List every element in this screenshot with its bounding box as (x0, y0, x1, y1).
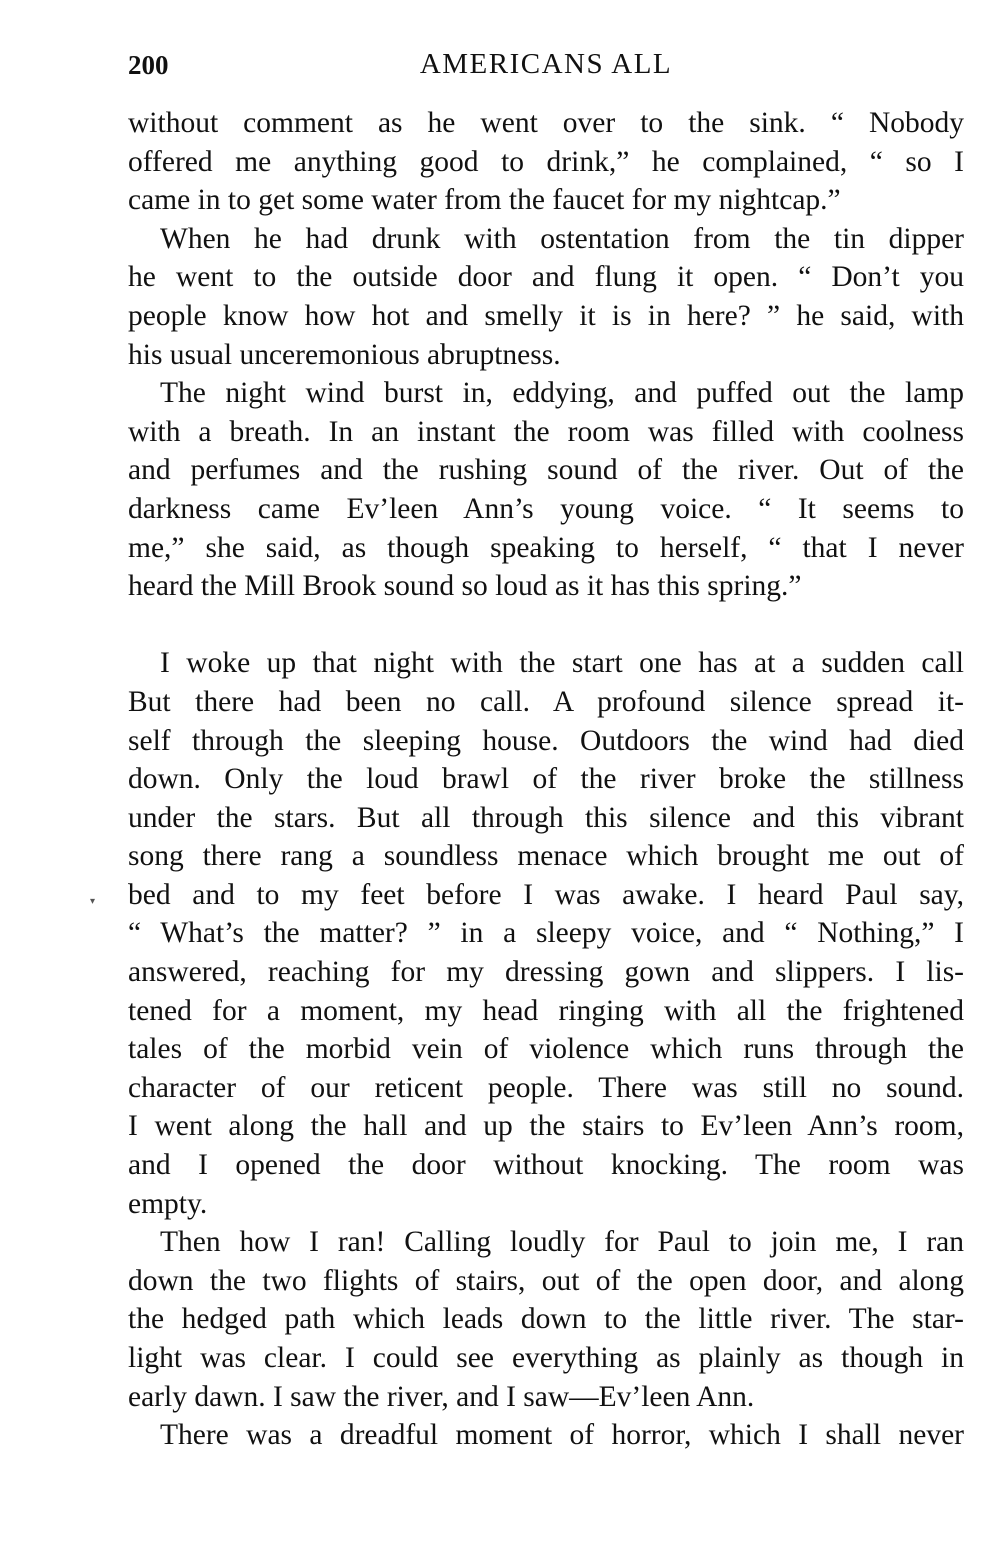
running-title: AMERICANS ALL (419, 48, 673, 80)
text-line: song there rang a soundless menace which brought me out of (128, 840, 964, 873)
paragraph (128, 104, 964, 220)
text-line: tales of the morbid vein of violence which runs through the (128, 1033, 964, 1066)
text-line: offered me anything good to drink,” he complained, “ so I (128, 145, 964, 178)
text-line: light was clear. I could see everything as plainly as though in (128, 1342, 964, 1374)
text-line: answered, reaching for my dressing gown and slippers. I lis- (128, 956, 964, 989)
text-line: with a breath. In an instant the room was filled with coolness (128, 415, 964, 448)
running-head (128, 44, 964, 88)
text-line: self through the sleeping house. Outdoors the wind had died (128, 724, 964, 757)
paragraph (128, 1416, 964, 1455)
text-line: and perfumes and the rushing sound of the river. Out of the (128, 454, 964, 487)
text-line: There was a dreadful moment of horror, which I shall never (160, 1419, 964, 1452)
text-line: Then how I ran! Calling loudly for Paul to join me, I ran (160, 1226, 964, 1259)
text-line: I went along the hall and up the stairs to Ev’leen Ann’s room, (128, 1110, 964, 1143)
text-line: darkness came Ev’leen Ann’s young voice. “ It seems to (128, 492, 964, 525)
text-line: character of our reticent people. There was still no sound. (128, 1071, 964, 1104)
section-break (128, 606, 964, 645)
text-line: I woke up that night with the start one has at a sudden call (160, 647, 964, 680)
text-line: The night wind burst in, eddying, and puffed out the lamp (160, 377, 964, 410)
text-line: early dawn. I saw the river, and I saw—Ev’leen Ann. (128, 1380, 755, 1413)
paragraph (128, 644, 964, 1223)
paragraph (128, 374, 964, 606)
text-line: down. Only the loud brawl of the river broke the stillness (128, 763, 964, 796)
text-line: down the two flights of stairs, out of the open door, and along (128, 1264, 964, 1297)
text-line: people know how hot and smelly it is in here? ” he said, with (128, 299, 964, 332)
text-line: me,” she said, as though speaking to herself, “ that I never (128, 531, 964, 564)
text-line: tened for a moment, my head ringing with all the frightened (128, 994, 964, 1027)
text-line: and I opened the door without knocking. The room was (128, 1149, 964, 1182)
text-line: But there had been no call. A profound silence spread it- (128, 685, 964, 718)
text-line: came in to get some water from the faucet for my nightcap.” (128, 184, 841, 217)
body-text (128, 104, 964, 1455)
text-line: his usual unceremonious abruptness. (128, 338, 561, 371)
text-line: bed and to my feet before I was awake. I heard Paul say, (128, 878, 964, 911)
text-line: the hedged path which leads down to the little river. The star- (128, 1303, 964, 1336)
print-speck: ▾ (90, 896, 96, 907)
text-line: heard the Mill Brook sound so loud as it has this spring.” (128, 570, 802, 603)
text-line: without comment as he went over to the sink. “ Nobody (128, 107, 964, 139)
text-line: empty. (128, 1187, 208, 1220)
paragraph (128, 220, 964, 374)
text-line: he went to the outside door and flung it open. “ Don’t you (128, 261, 964, 294)
text-line: “ What’s the matter? ” in a sleepy voice, and “ Nothing,” I (128, 917, 964, 950)
page-number: 200 (128, 50, 169, 80)
text-line: under the stars. But all through this silence and this vibrant (128, 801, 964, 834)
paragraph (128, 1223, 964, 1416)
text-line: When he had drunk with ostentation from the tin dipper (160, 222, 964, 255)
